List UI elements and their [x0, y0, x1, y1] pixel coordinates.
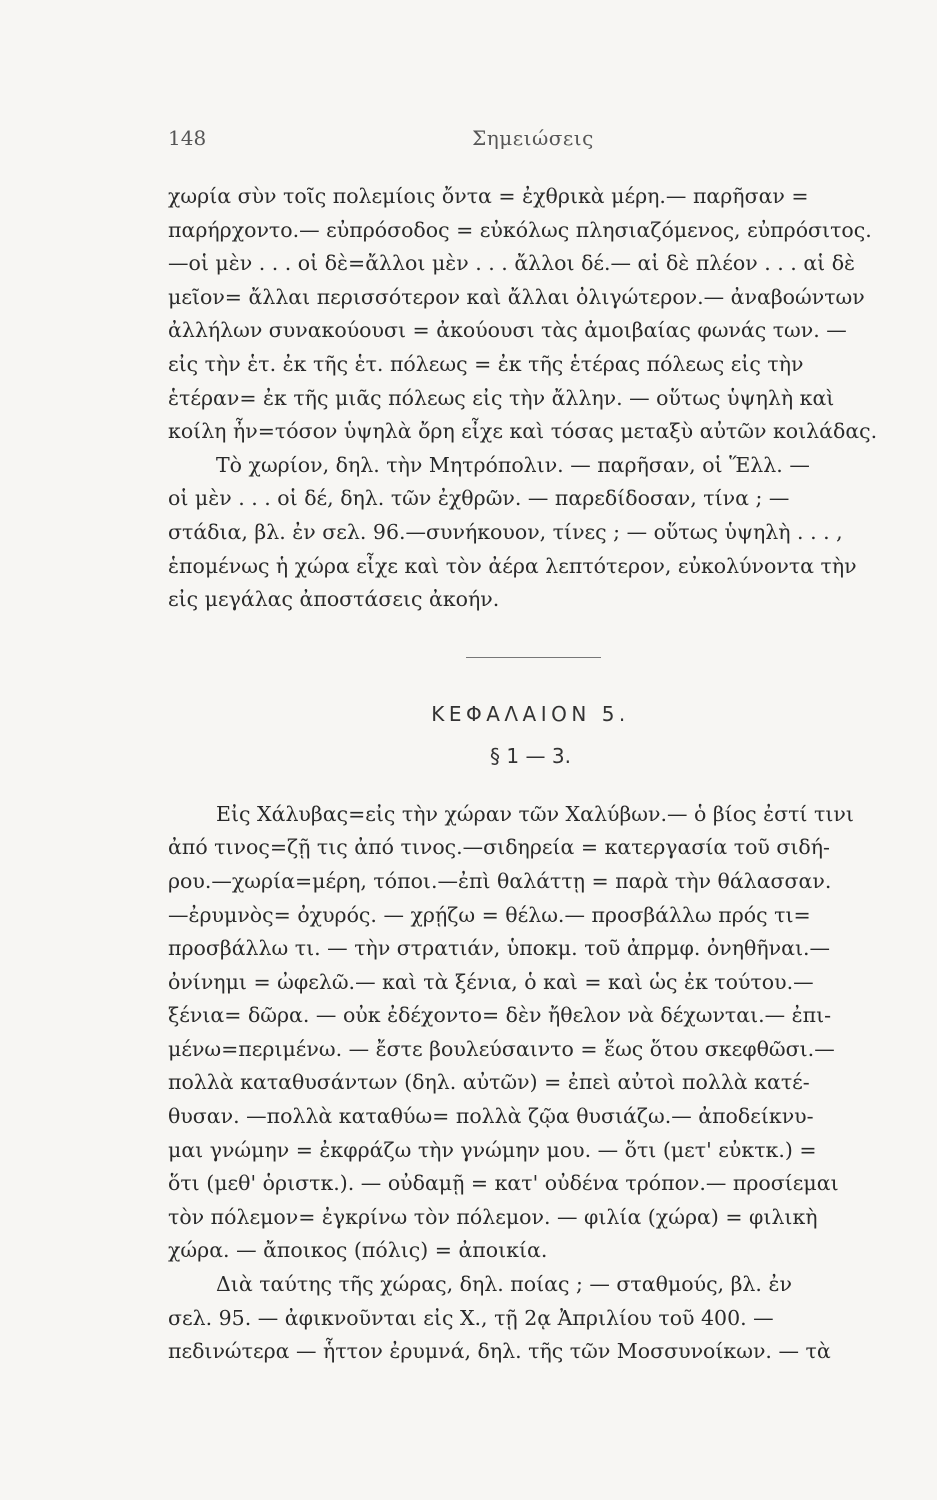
text-line: Διὰ ταύτης τῆς χώρας, δηλ. ποίας ; — σταθμούς, βλ. ἐν	[216, 1272, 792, 1297]
text-line: στάδια, βλ. ἐν σελ. 96.—συνήκουον, τίνες ; — οὕτως ὑψηλὴ . . . ,	[168, 519, 843, 544]
text-line: χωρία σὺν τοῖς πολεμίοις ὄντα = ἐχθρικὰ μέρη.— παρῆσαν =	[168, 184, 809, 208]
text-line: εἰς μεγάλας ἀποστάσεις ἀκοήν.	[168, 587, 500, 612]
text-line: ἀλλήλων συνακούουσι = ἀκούουσι τὰς ἀμοιβαίας φωνάς των. —	[168, 318, 847, 343]
text-line: σελ. 95. — ἀφικνοῦνται εἰς Χ., τῇ 2ᾳ Ἀπριλίου τοῦ 400. —	[168, 1305, 774, 1330]
text-line: Τὸ χωρίον, δηλ. τὴν Μητρόπολιν. — παρῆσαν, οἱ Ἕλλ. —	[216, 452, 810, 477]
text-line: πεδινώτερα — ἧττον ἐρυμνά, δηλ. τῆς τῶν Μοσσυνοίκων. — τὰ	[168, 1339, 831, 1364]
text-line: κοίλη ἦν=τόσον ὑψηλὰ ὄρη εἶχε καὶ τόσας μεταξὺ αὐτῶν κοιλάδας.	[168, 419, 878, 444]
text-line: ξένια= δῶρα. — οὐκ ἐδέχοντο= δὲν ἤθελον νὰ δέχωνται.— ἐπι-	[168, 1003, 832, 1028]
text-line: μένω=περιμένω. — ἔστε βουλεύσαιντο = ἕως ὅτου σκεφθῶσι.—	[168, 1036, 835, 1061]
notes-section-2	[168, 798, 893, 1369]
text-line: εἰς τὴν ἑτ. ἐκ τῆς ἑτ. πόλεως = ἐκ τῆς ἑτέρας πόλεως εἰς τὴν	[168, 351, 804, 376]
section-divider	[466, 657, 601, 658]
text-line: —οἱ μὲν . . . οἱ δὲ=ἄλλοι μὲν . . . ἄλλοι δέ.— αἱ δὲ πλέον . . . αἱ δὲ	[168, 251, 856, 276]
text-line: ἑπομένως ἡ χώρα εἶχε καὶ τὸν ἀέρα λεπτότερον, εὐκολύνοντα τὴν	[168, 553, 857, 578]
text-line: ἀπό τινος=ζῇ τις ἀπό τινος.—σιδηρεία = κατεργασία τοῦ σιδή-	[168, 835, 830, 860]
text-line: μαι γνώμην = ἐκφράζω τὴν γνώμην μου. — ὅτι (μετ' εὐκτκ.) =	[168, 1137, 817, 1162]
notes-section-1	[168, 180, 893, 617]
text-line: —ἐρυμνὸς= ὀχυρός. — χρῄζω = θέλω.— προσβάλλω πρός τι=	[168, 902, 811, 927]
text-line: Εἰς Χάλυβας=εἰς τὴν χώραν τῶν Χαλύβων.— ὁ βίος ἐστί τινι	[216, 801, 854, 826]
text-line: οἱ μὲν . . . οἱ δέ, δηλ. τῶν ἐχθρῶν. — παρεδίδοσαν, τίνα ; —	[168, 486, 790, 511]
page-number: 148	[168, 126, 207, 150]
text-line: ἑτέραν= ἐκ τῆς μιᾶς πόλεως εἰς τὴν ἄλλην. — οὕτως ὑψηλὴ καὶ	[168, 385, 835, 410]
text-line: ρου.—χωρία=μέρη, τόποι.—ἐπὶ θαλάττῃ = παρὰ τὴν θάλασσαν.	[168, 868, 832, 893]
page-body	[168, 180, 893, 1369]
text-line: μεῖον= ἄλλαι περισσότερον καὶ ἄλλαι ὀλιγώτερον.— ἀναβοώντων	[168, 284, 865, 309]
page-header	[168, 126, 898, 166]
text-line: ὀνίνημι = ὠφελῶ.— καὶ τὰ ξένια, ὁ καὶ = καὶ ὡς ἐκ τούτου.—	[168, 969, 814, 994]
text-line: προσβάλλω τι. — τὴν στρατιάν, ὑποκμ. τοῦ ἀπρμφ. ὀνηθῆναι.—	[168, 936, 831, 961]
text-line: θυσαν. —πολλὰ καταθύω= πολλὰ ζῷα θυσιάζω.— ἀποδείκνυ-	[168, 1104, 814, 1129]
section-heading: § 1 — 3.	[490, 743, 571, 768]
text-line: παρήρχοντο.— εὐπρόσοδος = εὐκόλως πλησιαζόμενος, εὐπρόσιτος.	[168, 217, 872, 242]
chapter-heading: ΚΕΦΑΛΑΙΟΝ 5.	[431, 701, 630, 726]
running-head: Σημειώσεις	[472, 126, 594, 150]
text-line: ὅτι (μεθ' ὁριστκ.). — οὐδαμῇ = κατ' οὐδένα τρόπον.— προσίεμαι	[168, 1171, 839, 1196]
text-line: χώρα. — ἄποικος (πόλις) = ἀποικία.	[168, 1238, 548, 1263]
text-line: πολλὰ καταθυσάντων (δηλ. αὐτῶν) = ἐπεὶ αὐτοὶ πολλὰ κατέ-	[168, 1070, 810, 1095]
text-line: τὸν πόλεμον= ἐγκρίνω τὸν πόλεμον. — φιλία (χώρα) = φιλικὴ	[168, 1204, 818, 1229]
